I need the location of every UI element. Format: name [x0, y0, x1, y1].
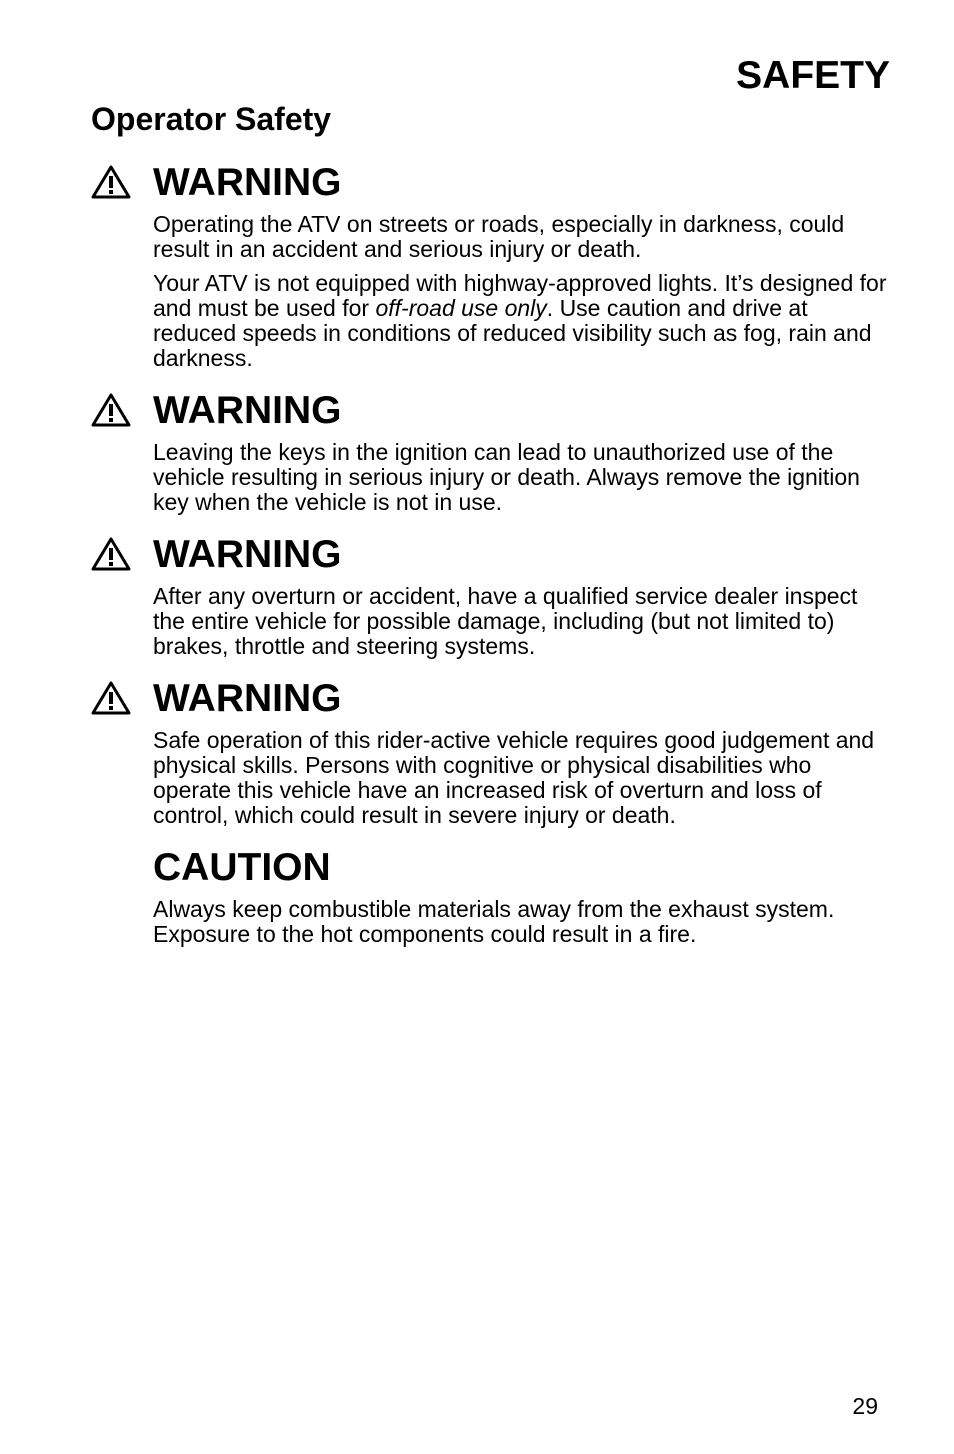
warning-paragraph: After any overturn or accident, have a qualified service dealer inspect the entire vehicle for possible damage, including (but not limited to) brakes, throttle and steering systems.: [153, 583, 858, 659]
warning-paragraph: Operating the ATV on streets or roads, especially in darkness, could result in an accident and serious injury or death.: [153, 211, 845, 262]
caution-paragraph: Always keep combustible materials away from the exhaust system. Exposure to the hot components could result in a fire.: [153, 896, 835, 947]
chapter-title: SAFETY: [736, 54, 890, 97]
warning-body: [153, 728, 891, 828]
warning-block: [91, 530, 891, 659]
warning-triangle-icon: [91, 162, 153, 202]
page-content: [91, 158, 891, 962]
paragraph-text: Your ATV is not equipped with highway-approved lights. It’s designed for and must be used for: [153, 270, 887, 321]
page-number: 29: [852, 1393, 878, 1419]
warning-paragraph: Leaving the keys in the ignition can lead to unauthorized use of the vehicle resulting in serious injury or death. Always remove the ignition key when the vehicle is not in use.: [153, 439, 860, 515]
warning-heading: WARNING: [153, 532, 342, 576]
warning-block: [91, 674, 891, 828]
warning-paragraph: [153, 271, 891, 371]
paragraph-text: . Use caution and drive at reduced speeds in conditions of reduced visibility such as fog, rain and darkness.: [153, 295, 872, 371]
warning-heading: WARNING: [153, 160, 342, 204]
warning-body: [153, 584, 891, 659]
warning-paragraph: Safe operation of this rider-active vehicle requires good judgement and physical skills. Persons with cognitive or physical disabilities who operate this vehicle have an increased risk of overturn and loss of control, which could result in severe injury or death.: [153, 727, 875, 828]
warning-block: [91, 158, 891, 371]
caution-body: [153, 897, 891, 947]
warning-triangle-icon: [91, 390, 153, 430]
warning-heading: WARNING: [153, 676, 342, 720]
warning-heading-row: [91, 158, 891, 206]
emphasis-text: off-road use only: [375, 295, 547, 321]
warning-heading: WARNING: [153, 388, 342, 432]
caution-heading-row: [91, 843, 891, 891]
warning-triangle-icon: [91, 678, 153, 718]
warning-heading-row: [91, 386, 891, 434]
caution-heading: CAUTION: [153, 845, 331, 889]
warning-heading-row: [91, 530, 891, 578]
warning-heading-row: [91, 674, 891, 722]
warning-triangle-icon: [91, 534, 153, 574]
section-title: Operator Safety: [91, 101, 332, 137]
caution-block: [91, 843, 891, 947]
warning-body: [153, 212, 891, 371]
warning-body: [153, 440, 891, 515]
warning-block: [91, 386, 891, 515]
